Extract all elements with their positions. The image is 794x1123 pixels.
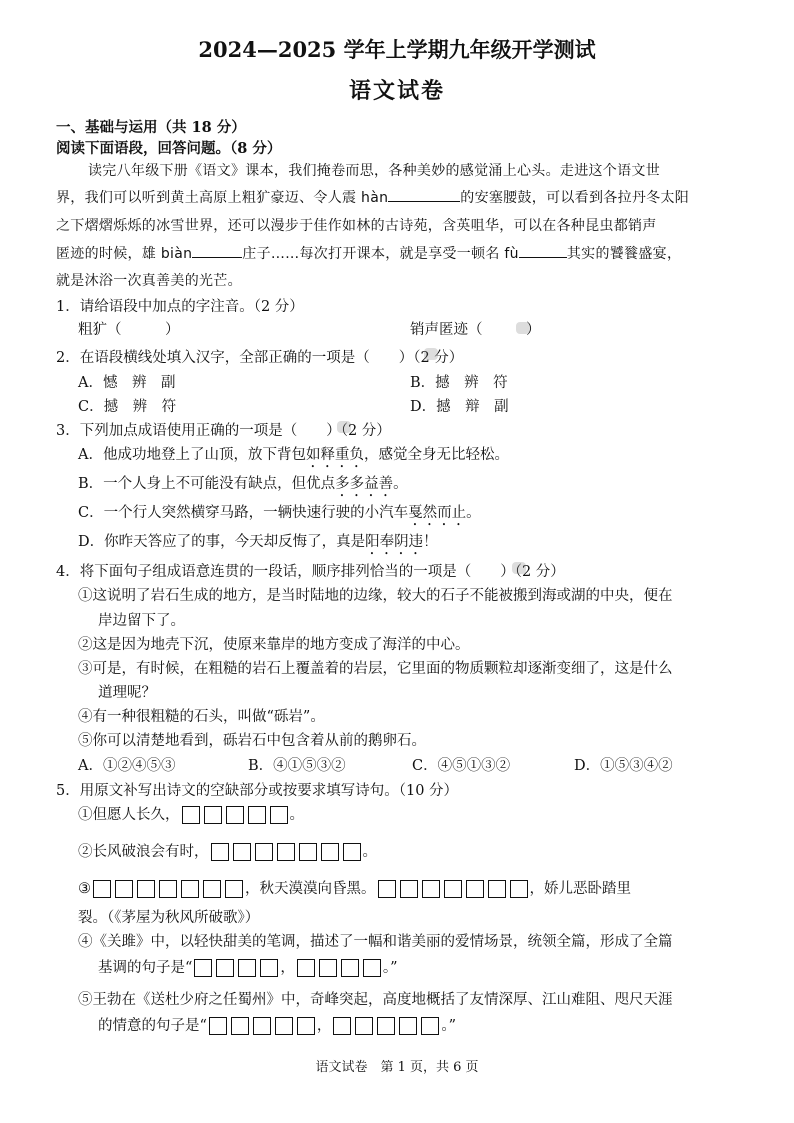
answer-box[interactable] — [399, 1017, 417, 1035]
answer-box[interactable] — [93, 880, 111, 898]
passage-line-3: 之下熠熠烁烁的冰雪世界，还可以漫步于佳作如林的古诗苑，含英咀华，可以在各种昆虫都销声 — [56, 218, 657, 234]
q2-option-d[interactable]: D．撼 辩 副 — [410, 399, 509, 415]
answer-box[interactable] — [204, 806, 222, 824]
answer-box[interactable] — [255, 843, 273, 861]
punct: 。 — [362, 844, 377, 860]
q5-line-2 — [78, 840, 377, 861]
answer-box[interactable] — [421, 1017, 439, 1035]
option-text: B．一个人身上不可能没有缺点，但优点 — [78, 476, 336, 492]
q4-sentence-3-cont: 道理呢？ — [98, 685, 156, 701]
q5-line-3 — [78, 877, 631, 898]
option-text: A．他成功地登上了山顶，放下背包 — [78, 447, 306, 463]
answer-box[interactable] — [466, 880, 484, 898]
q1-item-b: 销声匿迹（ ） — [410, 322, 541, 338]
passage-text: 其实的饕餮盛宴， — [566, 246, 682, 262]
q2-option-a[interactable]: A．憾 辨 副 — [78, 375, 176, 391]
passage-text: 庄子……每次打开课本，就是享受一顿名 fù — [242, 246, 519, 262]
q5-line-4: ④《关雎》中，以轻快甜美的笔调，描述了一幅和谐美丽的爱情场景，统领全篇，形成了全篇 — [78, 934, 673, 950]
q5-line-5-cont — [98, 1014, 456, 1035]
answer-box[interactable] — [400, 880, 418, 898]
answer-box[interactable] — [299, 843, 317, 861]
q4-sentence-1-cont: 岸边留下了。 — [98, 613, 185, 629]
answer-box[interactable] — [333, 1017, 351, 1035]
q4-sentence-1: ①这说明了岩石生成的地方，是当时陆地的边缘，较大的石子不能被搬到海或湖的中央，便在 — [78, 588, 673, 604]
page-footer: 语文试卷 第 1 页，共 6 页 — [315, 1060, 479, 1075]
poem-text: ，秋天漠漠向昏黑。 — [245, 881, 376, 897]
option-text: ，感觉全身无比轻松。 — [363, 447, 509, 463]
q5-line-1 — [78, 803, 304, 824]
option-text: C．一个行人突然横穿马路，一辆快速行驶的小汽车 — [78, 505, 409, 521]
answer-box[interactable] — [321, 843, 339, 861]
punct: 。 — [289, 807, 304, 823]
section-heading: 一、基础与运用（共 18 分） — [56, 119, 246, 136]
answer-box[interactable] — [182, 806, 200, 824]
answer-box[interactable] — [355, 1017, 373, 1035]
answer-box[interactable] — [277, 843, 295, 861]
answer-box[interactable] — [363, 959, 381, 977]
answer-box[interactable] — [444, 880, 462, 898]
option-text: 。 — [466, 505, 481, 521]
answer-box[interactable] — [238, 959, 256, 977]
exam-subtitle: 语文试卷 — [348, 78, 445, 104]
q3-option-c[interactable] — [78, 501, 481, 529]
punct: ， — [316, 1018, 332, 1034]
answer-box[interactable] — [275, 1017, 293, 1035]
q4-sentence-4: ④有一种很粗糙的石头，叫做“砾岩”。 — [78, 709, 325, 725]
answer-box[interactable] — [209, 1017, 227, 1035]
scan-smudge — [512, 562, 526, 574]
q4-sentence-2: ②这是因为地壳下沉，使原来靠岸的地方变成了海洋的中心。 — [78, 637, 470, 653]
answer-box[interactable] — [510, 880, 528, 898]
q3-option-a[interactable] — [78, 443, 509, 471]
q4-option-a[interactable]: A．①②④⑤③ — [78, 758, 176, 774]
q4-option-d[interactable]: D．①⑤③④② — [574, 758, 673, 774]
answer-box[interactable] — [377, 1017, 395, 1035]
answer-box[interactable] — [233, 843, 251, 861]
q2-option-b[interactable]: B．撼 辨 符 — [410, 375, 508, 391]
punct: ， — [280, 960, 295, 976]
answer-box[interactable] — [297, 1017, 315, 1035]
q3-option-d[interactable] — [78, 530, 438, 558]
scan-smudge — [337, 421, 351, 433]
scan-smudge — [516, 322, 530, 334]
dotted-idiom: 多多益善 — [335, 476, 394, 492]
q4-sentence-5: ⑤你可以清楚地看到，砾岩石中包含着从前的鹅卵石。 — [78, 733, 426, 749]
answer-box[interactable] — [231, 1017, 249, 1035]
answer-box[interactable] — [270, 806, 288, 824]
answer-box[interactable] — [422, 880, 440, 898]
answer-box[interactable] — [260, 959, 278, 977]
punct: 。” — [382, 960, 398, 976]
passage-line-2 — [56, 187, 689, 207]
answer-box[interactable] — [159, 880, 177, 898]
answer-box[interactable] — [297, 959, 315, 977]
answer-box[interactable] — [488, 880, 506, 898]
reading-instruction: 阅读下面语段，回答问题。（8 分） — [56, 140, 282, 157]
q5-line-5: ⑤王勃在《送杜少府之任蜀州》中，奇峰突起，高度地概括了友情深厚、江山难阻、咫尺天涯 — [78, 992, 673, 1008]
passage-line-5: 就是沐浴一次真善美的光芒。 — [56, 273, 242, 289]
answer-box[interactable] — [115, 880, 133, 898]
answer-box[interactable] — [216, 959, 234, 977]
answer-box[interactable] — [378, 880, 396, 898]
poem-prompt: ③ — [78, 881, 91, 897]
q1-item-a: 粗犷（ ） — [78, 322, 180, 338]
q4-option-b[interactable]: B．④①⑤③② — [248, 758, 346, 774]
question-2-stem: 2．在语段横线处填入汉字，全部正确的一项是（ ）（2 分） — [56, 350, 464, 366]
poem-prompt: 基调的句子是“ — [98, 960, 193, 976]
fill-blank[interactable] — [192, 245, 242, 258]
q5-line-3-cont: 裂。（《茅屋为秋风所破歌》） — [78, 910, 260, 926]
fill-blank[interactable] — [519, 245, 567, 258]
dotted-idiom: 戛然而止 — [408, 505, 467, 521]
passage-line-1: 读完八年级下册《语文》课本，我们掩卷而思，各种美妙的感觉涌上心头。走进这个语文世 — [88, 163, 660, 179]
answer-box[interactable] — [181, 880, 199, 898]
answer-box[interactable] — [253, 1017, 271, 1035]
poem-prompt: ②长风破浪会有时， — [78, 844, 209, 860]
answer-box[interactable] — [203, 880, 221, 898]
poem-text: ，娇儿恶卧踏里 — [529, 881, 631, 897]
answer-box[interactable] — [343, 843, 361, 861]
poem-prompt: ①但愿人长久， — [78, 807, 180, 823]
q2-option-c[interactable]: C．撼 辨 符 — [78, 399, 177, 415]
passage-text: 界，我们可以听到黄土高原上粗犷豪迈、令人震 hàn — [56, 190, 389, 206]
poem-prompt: 的情意的句子是“ — [98, 1018, 207, 1034]
answer-box[interactable] — [194, 959, 212, 977]
scan-smudge — [424, 348, 438, 360]
q4-sentence-3: ③可是，有时候，在粗糙的岩石上覆盖着的岩层，它里面的物质颗粒却逐渐变细了，这是什么 — [78, 661, 673, 677]
option-text: ！ — [423, 534, 438, 550]
question-4-stem: 4．将下面句子组成语意连贯的一段话，顺序排列恰当的一项是（ ）（2 分） — [56, 564, 565, 580]
answer-box[interactable] — [248, 806, 266, 824]
answer-box[interactable] — [225, 880, 243, 898]
option-text: D．你昨天答应了的事，今天却反悔了，真是 — [78, 534, 366, 550]
dotted-idiom: 如释重负 — [305, 447, 364, 463]
exam-title: 2024—2025 学年上学期九年级开学测试 — [198, 37, 596, 62]
answer-box[interactable] — [319, 959, 337, 977]
answer-box[interactable] — [341, 959, 359, 977]
question-5-stem: 5．用原文补写出诗文的空缺部分或按要求填写诗句。（10 分） — [56, 783, 459, 799]
punct: 。” — [441, 1018, 457, 1034]
q5-line-4-cont — [98, 956, 398, 977]
answer-box[interactable] — [211, 843, 229, 861]
answer-box[interactable] — [137, 880, 155, 898]
passage-line-4 — [56, 243, 681, 263]
q4-option-c[interactable]: C．④⑤①③② — [412, 758, 511, 774]
passage-text: 的安塞腰鼓，可以看到各拉丹冬太阳 — [460, 190, 690, 206]
question-3-stem: 3．下列加点成语使用正确的一项是（ ）（2 分） — [56, 423, 391, 439]
question-1-stem: 1．请给语段中加点的字注音。（2 分） — [56, 299, 304, 315]
option-text: 。 — [393, 476, 408, 492]
dotted-idiom: 阳奉阴违 — [365, 534, 424, 550]
q3-option-b[interactable] — [78, 472, 408, 500]
answer-box[interactable] — [226, 806, 244, 824]
passage-text: 匿迹的时候，雄 biàn — [56, 246, 193, 262]
fill-blank[interactable] — [388, 189, 460, 202]
